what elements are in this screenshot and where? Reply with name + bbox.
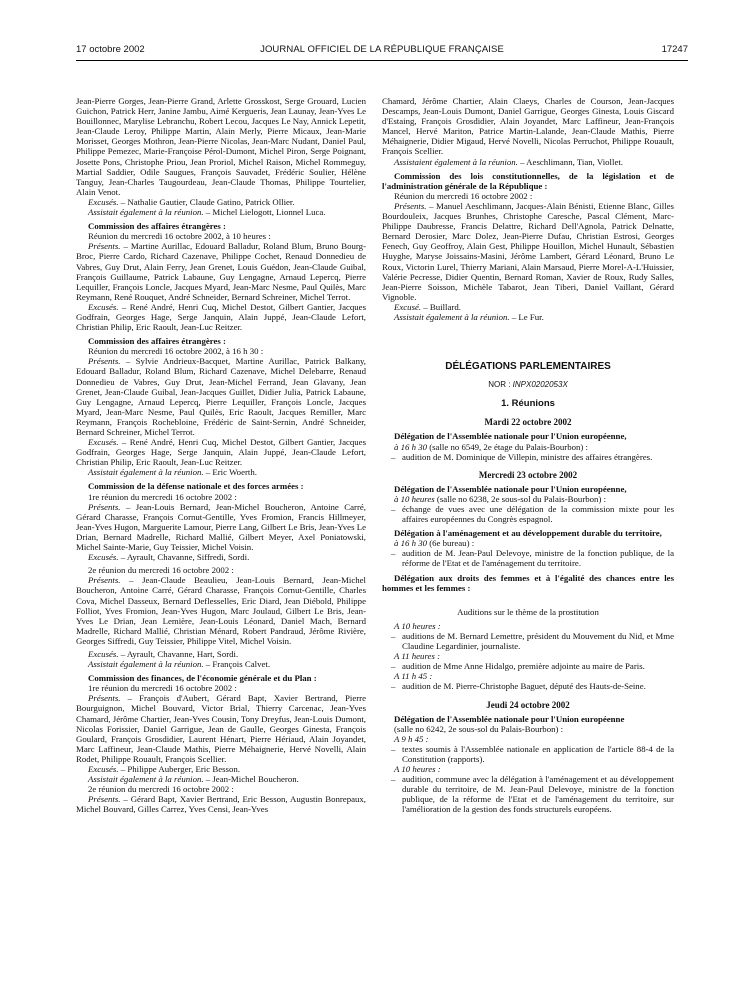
time-text: A 11 heures : xyxy=(394,651,441,662)
attendance-line xyxy=(76,207,366,217)
commission-heading: Commission des finances, de l'économie générale et du Plan : xyxy=(88,673,317,684)
nor-label: NOR : xyxy=(488,380,513,390)
time-text: à 16 h 30 xyxy=(394,441,427,452)
item-list xyxy=(382,744,674,764)
attendance-line xyxy=(382,312,674,322)
meeting-line: Réunion du mercredi 16 octobre 2002, à 10 heures : xyxy=(88,231,271,242)
attendance-text: – François Calvet. xyxy=(203,659,271,670)
attendance-text: – Eric Woerth. xyxy=(203,467,257,478)
meeting-line: Réunion du mercredi 16 octobre 2002, à 16 h 30 : xyxy=(88,346,264,357)
attendance-line xyxy=(76,241,366,302)
attendance-text: – René André, Henri Cuq, Michel Destot, Gilbert Gantier, Jacques Godfrain, Georges Hage, Serge Janquin, Alain Juppé, Jean-Claude Lefort, Christian Philip, Eric Raoult, Jean-Luc Reitzer. xyxy=(76,301,366,333)
attendance-line xyxy=(76,659,366,669)
commission-heading: Délégation de l'Assemblée nationale pour l'Union européenne, xyxy=(394,483,627,494)
attendance-text: – Buillard. xyxy=(421,301,461,312)
attendance-text: (salle no 6238, 2e sous-sol du Palais-Bourbon) : xyxy=(434,493,607,504)
time-location xyxy=(382,538,674,548)
attendance-text: – Ayrault, Chavanne, Siffredi, Sordi. xyxy=(118,552,250,563)
list-item: – audition de M. Pierre-Christophe Baguet, député des Hauts-de-Seine. xyxy=(402,681,674,691)
attendance-line xyxy=(382,201,674,302)
header-date: 17 octobre 2002 xyxy=(76,44,145,55)
time-text: A 10 heures : xyxy=(394,764,441,775)
attendance-text: – Jean-Claude Beaulieu, Jean-Louis Bernard, Jean-Michel Boucheron, Antoine Carré, Gérard Charasse, François Cornut-Gentille, Charles Cova, Michel Dasseux, Bernard Deflesselles, Eric Diard, Jean Diébold, Philippe Folliot, Yves Fromion, Jean-Yves Hugon, Marc Joulaud, Gilbert Le Bris, Jean-Yves Le Drian, Jean Lemière, Jean-Louis Léonard, Daniel Mach, Bernard Madrelle, Richard Mallié, Christian Ménard, Robert Pandraud, Jérôme Rivière, Georges Siffredi, Guy Teissier, Philippe Vitel, Michel Voisin. xyxy=(76,575,366,646)
attendance-label: Excusés. xyxy=(88,301,119,312)
attendance-label: Présents. xyxy=(88,241,121,252)
attendance-label: Excusés. xyxy=(88,552,119,563)
item-list xyxy=(382,631,674,651)
name-list: Jean-Pierre Gorges, Jean-Pierre Grand, Arlette Grosskost, Serge Grouard, Lucien Guichon, Patrick Herr, Janine Jambu, Aimé Kergueris, Jean Launay, Jean-Yves Le Bouillonnec, Marylise Lebranchu, Robert Lecou, Jacques Le Nay, Annick Lepetit, Jean-Claude Leroy, Philippe Martin, Alain Merly, Pierre Micaux, Jean-Marie Morisset, Georges Mothron, Jean-Pierre Nicolas, Jean-Marc Nudant, Daniel Paul, Philippe Pemezec, Marie-Françoise Pérol-Dumont, Michel Piron, Serge Poignant, Josette Pons, Christophe Priou, Jean Proriol, Michel Raison, Michel Rommeguy, Martial Saddier, Odile Saugues, François Sauvadet, Frédéric Soulier, Hélène Tanguy, Jean-Charles Taugourdeau, Jean-Claude Thomas, Philippe Tourtelier, Alain Venot. xyxy=(76,96,366,197)
attendance-label: Assistait également à la réunion. xyxy=(394,311,510,322)
meeting-date: Jeudi 24 octobre 2002 xyxy=(486,699,570,710)
time-label xyxy=(382,651,674,661)
name-list: Chamard, Jérôme Chartier, Alain Claeys, Charles de Courson, Jean-Jacques Descamps, Jean-Louis Dumont, Daniel Garrigue, Georges Ginesta, Louis Giscard d'Estaing, François Grosdidier, Alain Joyandet, Marc Laffineur, Jean-François Mancel, Hervé Mariton, Patrice Martin-Lalande, Jean-Claude Mathis, Pierre Méhaignerie, Didier Migaud, Hervé Novelli, Nicolas Perruchot, Philippe Rouault, François Scellier. xyxy=(382,96,674,157)
attendance-label: Assistait également à la réunion. xyxy=(88,207,204,218)
attendance-text: – Michel Lielogott, Lionnel Luca. xyxy=(203,207,326,218)
topic-heading: Auditions sur le thème de la prostitution xyxy=(457,606,599,617)
header-title: JOURNAL OFFICIEL DE LA RÉPUBLIQUE FRANÇAISE xyxy=(260,44,504,55)
time-text: A 11 h 45 : xyxy=(394,671,433,682)
meeting-line: Réunion du mercredi 16 octobre 2002 : xyxy=(394,190,533,201)
attendance-line xyxy=(76,649,366,659)
commission-heading: Commission des affaires étrangères : xyxy=(88,336,226,347)
time-text: A 9 h 45 : xyxy=(394,733,429,744)
commission-heading: Délégation de l'Assemblée nationale pour l'Union européenne xyxy=(394,713,625,724)
meeting-line: 2e réunion du mercredi 16 octobre 2002 : xyxy=(88,784,234,795)
attendance-label: Excusés. xyxy=(88,764,119,774)
meeting-line: 1re réunion du mercredi 16 octobre 2002 : xyxy=(88,491,237,502)
attendance-text: – Philippe Auberger, Eric Besson. xyxy=(118,764,240,774)
attendance-line xyxy=(76,502,366,552)
attendance-line xyxy=(76,552,366,562)
commission-heading: Commission de la défense nationale et des forces armées : xyxy=(88,481,304,492)
nor-code: INPX0202053X xyxy=(512,380,568,390)
attendance-text: (salle no 6549, 2e étage du Palais-Bourbon) : xyxy=(427,441,588,452)
attendance-text: – Nathalie Gautier, Claude Gatino, Patrick Ollier. xyxy=(118,196,295,207)
time-label xyxy=(382,734,674,744)
attendance-label: Présents. xyxy=(88,794,121,805)
commission-heading: Commission des lois constitutionnelles, de la législation et de l'administration générale de la République : xyxy=(382,170,674,191)
page-header xyxy=(76,44,688,58)
attendance-line xyxy=(76,467,366,477)
attendance-label: Excusés. xyxy=(88,437,119,448)
attendance-label: Présents. xyxy=(88,575,121,586)
nor-reference xyxy=(382,380,674,390)
commission-heading: Commission des affaires étrangères : xyxy=(88,221,226,232)
attendance-line xyxy=(382,157,674,167)
item-list xyxy=(382,681,674,691)
time-text: à 10 heures xyxy=(394,493,435,504)
attendance-label: Présents. xyxy=(394,200,427,211)
attendance-label: Présents. xyxy=(88,356,121,367)
list-item: – auditions de M. Bernard Lemettre, président du Mouvement du Nid, et Mme Claudine Legardinier, journaliste. xyxy=(402,631,674,651)
attendance-text: – Gérard Bapt, Xavier Bertrand, Eric Besson, Augustin Bonrepaux, Michel Bouvard, Gilles Carrez, Yves Censi, Jean-Yves xyxy=(76,794,366,815)
attendance-line xyxy=(76,774,366,784)
attendance-text: – Jean-Michel Boucheron. xyxy=(203,774,299,785)
meeting-line: 2e réunion du mercredi 16 octobre 2002 : xyxy=(88,565,234,576)
time-location xyxy=(382,442,674,452)
time-text: à 16 h 30 xyxy=(394,538,427,549)
attendance-line xyxy=(76,356,366,437)
left-column xyxy=(76,96,366,814)
attendance-label: Assistait également à la réunion. xyxy=(88,774,204,785)
attendance-text: – François d'Aubert, Gérard Bapt, Xavier Bertrand, Pierre Bourguignon, Michel Bouvard, Victor Brial, Thierry Carcenac, Jean-Yves Chamard, Jérôme Chartier, Jean-Yves Cousin, Tony Dreyfus, Jean-Louis Dumont, Nicolas Forissier, Daniel Garrigue, Jean de Gaulle, Georges Ginesta, François Goulard, François Grosdidier, Laurent Hénart, Pierre Hériaud, Alain Joyandet, Marc Laffineur, Jean-Claude Mathis, Pierre Méhaignerie, Hervé Novelli, Alain Rodet, Philippe Rouault, François Scellier. xyxy=(76,693,366,764)
list-item: – audition de Mme Anne Hidalgo, première adjointe au maire de Paris. xyxy=(402,661,674,671)
attendance-line xyxy=(76,794,366,814)
list-item: – audition, commune avec la délégation à l'aménagement et au développement durable du territoire, de M. Jean-Paul Delevoye, ministre de la fonction publique, de la réforme de l'Etat et de l'aménagement du territoire, sur l'amélioration de la gestion des fonds structurels européens. xyxy=(402,774,674,814)
commission-heading: Délégation à l'aménagement et au développement durable du territoire, xyxy=(394,528,662,539)
item-list xyxy=(382,504,674,524)
header-page-number: 17247 xyxy=(661,44,688,55)
attendance-text: – Manuel Aeschlimann, Jacques-Alain Bénisti, Etienne Blanc, Gilles Bourdouleix, Jacques Brunhes, Christophe Caresche, Pascal Clément, Marc-Philippe Daubresse, Francis Delattre, Richard Dell'Agnola, Patrick Delnatte, Bernard Derosier, Marc Dolez, Jean-Pierre Dufau, Christian Estrosi, Georges Fenech, Guy Geoffroy, Alain Gest, Philippe Houillon, Michel Hunault, Sébastien Huyghe, Maryse Joissains-Masini, Jérôme Lambert, Gérard Léonard, Bruno Le Roux, Victorin Lurel, Thierry Mariani, Alain Marsaud, Pierre Morel-A-L'Huissier, Valérie Pecresse, Didier Quentin, Bernard Roman, Xavier de Roux, Rudy Salles, Jean-Pierre Soisson, Michèle Tabarot, Jean Tiberi, Daniel Vaillant, Gérard Vignoble. xyxy=(382,200,674,302)
section-title: DÉLÉGATIONS PARLEMENTAIRES xyxy=(445,361,611,373)
commission-continuation xyxy=(382,96,674,322)
section-subtitle: 1. Réunions xyxy=(501,398,555,410)
list-item: – audition de M. Dominique de Villepin, ministre des affaires étrangères. xyxy=(402,452,674,462)
attendance-line xyxy=(76,575,366,646)
time-label xyxy=(382,621,674,631)
meeting-date: Mercredi 23 octobre 2002 xyxy=(478,469,578,480)
time-location xyxy=(382,494,674,504)
attendance-text: – Jean-Louis Bernard, Jean-Michel Boucheron, Antoine Carré, Gérard Charasse, François Cornut-Gentille, Yves Fromion, Francis Hillmeyer, Jean-Yves Hugon, Marguerite Lamour, Pierre Lang, Gilbert Le Bris, Jean-Yves Le Drian, Bernard Madrelle, Richard Mallié, Gilbert Meyer, Axel Poniatowski, Michel Sainte-Marie, Guy Teissier, Michel Voisin. xyxy=(76,501,366,553)
list-item: – textes soumis à l'Assemblée nationale en application de l'article 88-4 de la Constitution (rapports). xyxy=(402,744,674,764)
attendance-line xyxy=(76,302,366,332)
commission-heading: Délégation aux droits des femmes et à l'égalité des chances entre les hommes et les femmes : xyxy=(382,572,674,593)
item-list xyxy=(382,661,674,671)
item-list xyxy=(382,452,674,462)
attendance-label: Assistait également à la réunion. xyxy=(88,659,204,670)
attendance-text: – Ayrault, Chavanne, Hart, Sordi. xyxy=(118,648,239,659)
delegations-schedule xyxy=(382,417,674,814)
attendance-text: – Aeschlimann, Tian, Viollet. xyxy=(517,156,623,167)
item-list xyxy=(382,774,674,814)
attendance-text: – Le Fur. xyxy=(509,311,544,322)
attendance-label: Excusés. xyxy=(88,196,119,207)
attendance-line xyxy=(76,437,366,467)
attendance-label: Présents. xyxy=(88,501,121,512)
attendance-line xyxy=(76,693,366,764)
time-label xyxy=(382,671,674,681)
item-list xyxy=(382,548,674,568)
attendance-label: Excusés. xyxy=(88,648,119,659)
attendance-label: Excusé. xyxy=(394,301,422,312)
time-label xyxy=(382,764,674,774)
list-item: – échange de vues avec une délégation de la commission mixte pour les affaires européennes du Congrès espagnol. xyxy=(402,504,674,524)
attendance-label: Assistaient également à la réunion. xyxy=(394,156,518,167)
attendance-text: (6e bureau) : xyxy=(427,538,475,549)
attendance-label: Présents. xyxy=(88,693,121,704)
attendance-line xyxy=(76,197,366,207)
attendance-text: – Martine Aurillac, Edouard Balladur, Roland Blum, Bruno Bourg-Broc, Pierre Cardo, Richard Cazenave, Philippe Cochet, Renaud Donnedieu de Vabres, Guy Drut, Alain Ferry, Jean Grenet, Louis Guédon, Jean-Claude Guibal, François Guillaume, Patrick Labaune, Guy Lengagne, Arnaud Lepercq, Pierre Lequiller, François Loncle, Jacques Myard, Jean-Marc Nesme, Paul Quilès, Marc Reymann, René Rouquet, André Schneider, Bernard Schreiner, Michel Terrot. xyxy=(76,241,366,302)
attendance-line xyxy=(76,764,366,774)
time-text: A 10 heures : xyxy=(394,620,441,631)
attendance-line xyxy=(382,302,674,312)
header-rule xyxy=(76,60,688,61)
attendance-text: – Sylvie Andrieux-Bacquet, Martine Aurillac, Patrick Balkany, Edouard Balladur, Roland Blum, Richard Cazenave, Michel Delebarre, Renaud Donnedieu de Vabres, Guy Drut, Jean-Michel Ferrand, Jean Glavany, Jean Grenet, Jean-Claude Guibal, Jean-Jacques Guillet, Didier Julia, Patrick Labaune, Guy Lengagne, Arnaud Lepercq, Pierre Lequiller, François Loncle, Jacques Myard, Jean-Marc Nesme, Paul Quilès, Eric Raoult, Jacques Remiller, Marc Reymann, François Rochebloine, Frédéric de Saint-Sernin, André Schneider, Bernard Schreiner, Michel Terrot. xyxy=(76,356,366,437)
meeting-line: (salle no 6242, 2e sous-sol du Palais-Bourbon) : xyxy=(394,723,564,734)
meeting-date: Mardi 22 octobre 2002 xyxy=(484,417,572,428)
attendance-label: Assistait également à la réunion. xyxy=(88,467,204,478)
list-item: – audition de M. Jean-Paul Delevoye, ministre de la fonction publique, de la réforme de l'Etat et de l'aménagement du territoire. xyxy=(402,548,674,568)
meeting-line: 1re réunion du mercredi 16 octobre 2002 : xyxy=(88,683,237,694)
attendance-text: – René André, Henri Cuq, Michel Destot, Gilbert Gantier, Jacques Godfrain, Georges Hage, Serge Janquin, Alain Juppé, Jean-Claude Lefort, Christian Philip, Eric Raoult, Jean-Luc Reitzer. xyxy=(76,437,366,468)
right-column xyxy=(382,96,674,815)
commission-heading: Délégation de l'Assemblée nationale pour l'Union européenne, xyxy=(394,431,627,442)
